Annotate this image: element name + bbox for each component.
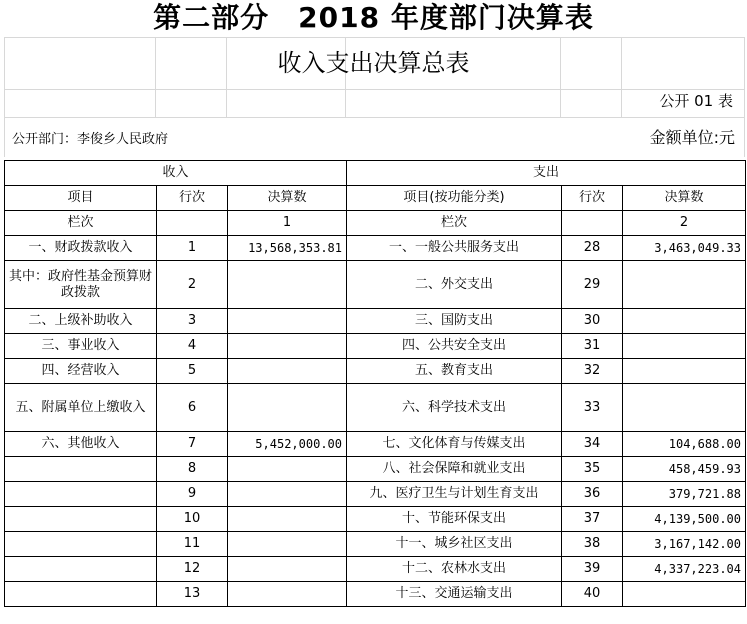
- income-line: 11: [157, 532, 228, 557]
- income-line: 8: [157, 457, 228, 482]
- header-line-exp: 行次: [562, 186, 623, 211]
- income-item: 五、附属单位上缴收入: [5, 384, 157, 432]
- header-amount: 决算数: [228, 186, 347, 211]
- expense-amount: 4,139,500.00: [623, 507, 746, 532]
- income-line: 1: [157, 236, 228, 261]
- income-expense-table: [4, 160, 746, 607]
- income-item: [5, 582, 157, 607]
- column-header-row: [5, 186, 746, 211]
- income-line: 12: [157, 557, 228, 582]
- expense-amount: 379,721.88: [623, 482, 746, 507]
- group-header-row: [5, 161, 746, 186]
- expense-line: 39: [562, 557, 623, 582]
- table-row: [5, 432, 746, 457]
- expense-item: 三、国防支出: [347, 309, 562, 334]
- expense-item: 七、文化体育与传媒支出: [347, 432, 562, 457]
- table-row: [5, 359, 746, 384]
- income-line: 7: [157, 432, 228, 457]
- table-row: [5, 334, 746, 359]
- department-name: 李俊乡人民政府: [77, 132, 169, 147]
- income-amount: 13,568,353.81: [228, 236, 347, 261]
- header-item-exp: 项目(按功能分类): [347, 186, 562, 211]
- expense-item: 十二、农林水支出: [347, 557, 562, 582]
- income-amount: [228, 457, 347, 482]
- income-amount: [228, 557, 347, 582]
- income-item: [5, 457, 157, 482]
- expense-line: 34: [562, 432, 623, 457]
- expense-amount: 104,688.00: [623, 432, 746, 457]
- group-expense: 支出: [347, 161, 746, 186]
- income-item: 三、事业收入: [5, 334, 157, 359]
- expense-amount: [623, 384, 746, 432]
- income-item: 其中：政府性基金预算财政拨款: [5, 261, 157, 309]
- income-amount: [228, 507, 347, 532]
- income-line: 5: [157, 359, 228, 384]
- table-row: [5, 261, 746, 309]
- expense-amount: 4,337,223.04: [623, 557, 746, 582]
- expense-item: 二、外交支出: [347, 261, 562, 309]
- expense-line: 29: [562, 261, 623, 309]
- income-item: [5, 507, 157, 532]
- table-row: [5, 482, 746, 507]
- expense-amount: 3,463,049.33: [623, 236, 746, 261]
- header-line: 行次: [157, 186, 228, 211]
- expense-item: 十、节能环保支出: [347, 507, 562, 532]
- table-row: [5, 557, 746, 582]
- income-line: 3: [157, 309, 228, 334]
- income-line: 4: [157, 334, 228, 359]
- col-num-income: 1: [228, 211, 347, 236]
- table-row: [5, 384, 746, 432]
- income-line: 13: [157, 582, 228, 607]
- expense-item: 一、一般公共服务支出: [347, 236, 562, 261]
- expense-item: 十三、交通运输支出: [347, 582, 562, 607]
- income-item: [5, 557, 157, 582]
- table-number: 公开 01 表: [659, 92, 733, 110]
- table-row: [5, 507, 746, 532]
- header-amount-exp: 决算数: [623, 186, 746, 211]
- department-label: 公开部门：: [12, 132, 78, 147]
- income-line: 10: [157, 507, 228, 532]
- expense-item: 八、社会保障和就业支出: [347, 457, 562, 482]
- table-row: [5, 236, 746, 261]
- income-amount: [228, 334, 347, 359]
- expense-line: 38: [562, 532, 623, 557]
- expense-amount: 3,167,142.00: [623, 532, 746, 557]
- expense-item: 五、教育支出: [347, 359, 562, 384]
- department-line: [12, 124, 168, 152]
- expense-line: 37: [562, 507, 623, 532]
- expense-amount: [623, 334, 746, 359]
- income-item: 二、上级补助收入: [5, 309, 157, 334]
- expense-line: 33: [562, 384, 623, 432]
- income-amount: [228, 482, 347, 507]
- income-amount: [228, 309, 347, 334]
- expense-line: 28: [562, 236, 623, 261]
- expense-line: 40: [562, 582, 623, 607]
- col-label: 栏次: [5, 211, 157, 236]
- expense-amount: [623, 261, 746, 309]
- expense-item: 六、科学技术支出: [347, 384, 562, 432]
- expense-amount: [623, 582, 746, 607]
- expense-amount: 458,459.93: [623, 457, 746, 482]
- expense-line: 36: [562, 482, 623, 507]
- table-subtitle: 收入支出决算总表: [277, 49, 470, 77]
- table-row: [5, 457, 746, 482]
- group-income: 收入: [5, 161, 347, 186]
- expense-item: 九、医疗卫生与计划生育支出: [347, 482, 562, 507]
- expense-line: 35: [562, 457, 623, 482]
- income-amount: [228, 582, 347, 607]
- page-title: 第二部分 2018 年度部门决算表: [153, 1, 594, 34]
- expense-amount: [623, 309, 746, 334]
- income-amount: [228, 359, 347, 384]
- table-row: [5, 582, 746, 607]
- expense-line: 31: [562, 334, 623, 359]
- col-blank: [157, 211, 228, 236]
- col-blank-exp: [562, 211, 623, 236]
- header-item: 项目: [5, 186, 157, 211]
- expense-amount: [623, 359, 746, 384]
- amount-unit: 金额单位:元: [649, 128, 735, 147]
- income-item: 一、财政拨款收入: [5, 236, 157, 261]
- income-line: 2: [157, 261, 228, 309]
- column-number-row: [5, 211, 746, 236]
- income-amount: [228, 384, 347, 432]
- expense-line: 30: [562, 309, 623, 334]
- expense-item: 四、公共安全支出: [347, 334, 562, 359]
- table-row: [5, 309, 746, 334]
- income-item: 六、其他收入: [5, 432, 157, 457]
- income-amount: 5,452,000.00: [228, 432, 347, 457]
- income-line: 9: [157, 482, 228, 507]
- income-item: [5, 482, 157, 507]
- income-amount: [228, 261, 347, 309]
- col-label-exp: 栏次: [347, 211, 562, 236]
- expense-line: 32: [562, 359, 623, 384]
- expense-item: 十一、城乡社区支出: [347, 532, 562, 557]
- income-item: 四、经营收入: [5, 359, 157, 384]
- table-row: [5, 532, 746, 557]
- income-item: [5, 532, 157, 557]
- income-line: 6: [157, 384, 228, 432]
- income-amount: [228, 532, 347, 557]
- col-num-exp: 2: [623, 211, 746, 236]
